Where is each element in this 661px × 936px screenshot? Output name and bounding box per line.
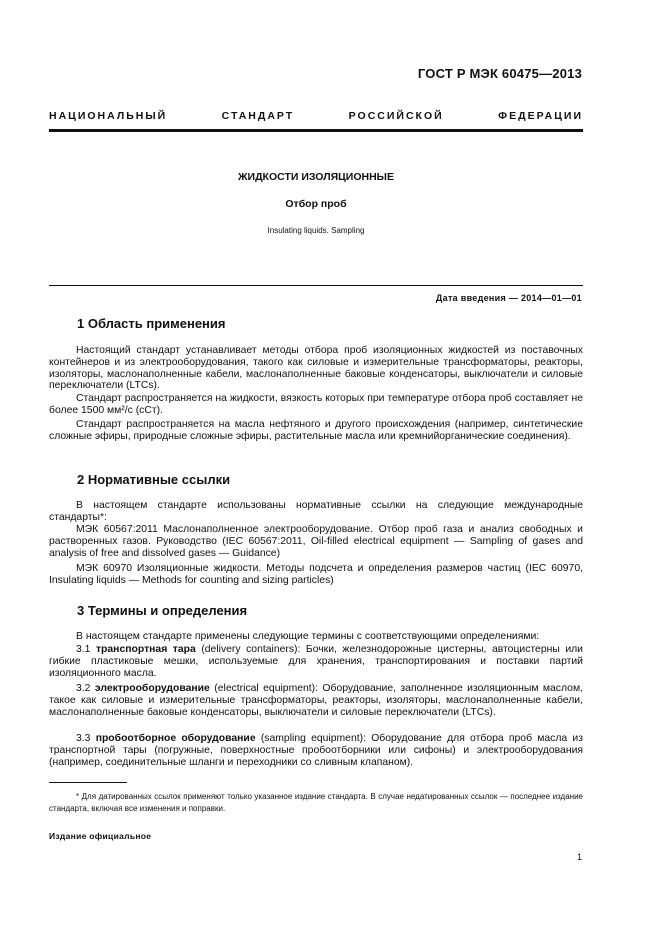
footnote-divider [49, 782, 127, 783]
term-definition: 3.1 транспортная тара (delivery containers): Бочки, железнодорожные цистерны, автоцистерны или гибкие пластиковые мешки, используемые для хранения, транспортирования и поставки партий изоляционного масла. [49, 644, 583, 679]
section-heading-scope: 1 Область применения [77, 316, 226, 331]
document-code: ГОСТ Р МЭК 60475—2013 [417, 66, 582, 81]
introduction-date: Дата введения — 2014—01—01 [435, 293, 582, 303]
footnote: * Для датированных ссылок применяют только указанное издание стандарта. В случае недатированных ссылок — последнее издание стандарта, включая все изменения и поправки. [49, 792, 583, 813]
document-title: ЖИДКОСТИ ИЗОЛЯЦИОННЫЕ [238, 171, 394, 183]
term-definition: 3.2 электрооборудование (electrical equipment): Оборудование, заполненное изоляционным маслом, такое как силовые и измерительные трансформаторы, реакторы, изоляторы, маслонаполненные кабели, маслонаполненные баковые конденсаторы, выключатели и силовые переключатели (LTCs). [49, 683, 583, 718]
section-heading-normative-refs: 2 Нормативные ссылки [77, 472, 231, 487]
national-standard-banner: НАЦИОНАЛЬНЫЙ СТАНДАРТ РОССИЙСКОЙ ФЕДЕРАЦИИ [49, 110, 583, 122]
official-edition-label: Издание официальное [49, 831, 152, 841]
page-number: 1 [576, 852, 582, 862]
paragraph-scope-3: Стандарт распространяется на масла нефтяного и другого происхождения (например, синтетические сложные эфиры, природные сложные эфиры, растительные масла или кремнийорганические соединения). [49, 419, 583, 442]
paragraph-terms-intro: В настоящем стандарте применены следующие термины с соответствующими определениями: [76, 631, 540, 642]
term-definition: 3.3 пробоотборное оборудование (sampling equipment): Оборудование для отбора проб масла из транспортной тары (погружные, поверхностные пробоотборники или сифоны) и электрооборудования (например, соединительные шланги и переходники со сливным клапаном). [49, 733, 583, 768]
section-heading-terms: 3 Термины и определения [77, 603, 248, 618]
paragraph-scope-1: Настоящий стандарт устанавливает методы отбора проб изоляционных жидкостей из поставочных контейнеров и из электрооборудования, такого как силовые и измерительные трансформаторы, реакторы, изоляторы, маслонаполненные кабели, маслонаполненные баковые конденсаторы, выключатели и силовые переключатели (LTCs). [49, 345, 583, 392]
term-name: транспортная тара [95, 644, 196, 655]
term-name: пробоотборное оборудование [95, 733, 256, 744]
reference-iec-60567: МЭК 60567:2011 Маслонаполненное электрооборудование. Отбор проб газа и анализ свободных и растворенных газов. Руководство (IEC 60567:2011, Oil-filled electrical equipment — Sampling of gases and analysis of free and dissolved gases — Guidance) [49, 524, 583, 559]
paragraph-refs-intro: В настоящем стандарте использованы нормативные ссылки на следующие международные стандарты*: [49, 500, 583, 523]
paragraph-scope-2: Стандарт распространяется на жидкости, вязкость которых при температуре отбора проб составляет не более 1500 мм²/с (сСт). [49, 393, 583, 416]
document-subtitle: Отбор проб [285, 198, 347, 210]
term-name: электрооборудование [94, 683, 210, 694]
header-divider [49, 129, 583, 132]
reference-iec-60970: МЭК 60970 Изоляционные жидкости. Методы подсчета и определения размеров частиц (IEC 60970, Insulating liquids — Methods for counting and sizing particles) [49, 563, 583, 586]
document-title-english: Insulating liquids. Sampling [267, 226, 365, 235]
title-divider [49, 285, 583, 286]
